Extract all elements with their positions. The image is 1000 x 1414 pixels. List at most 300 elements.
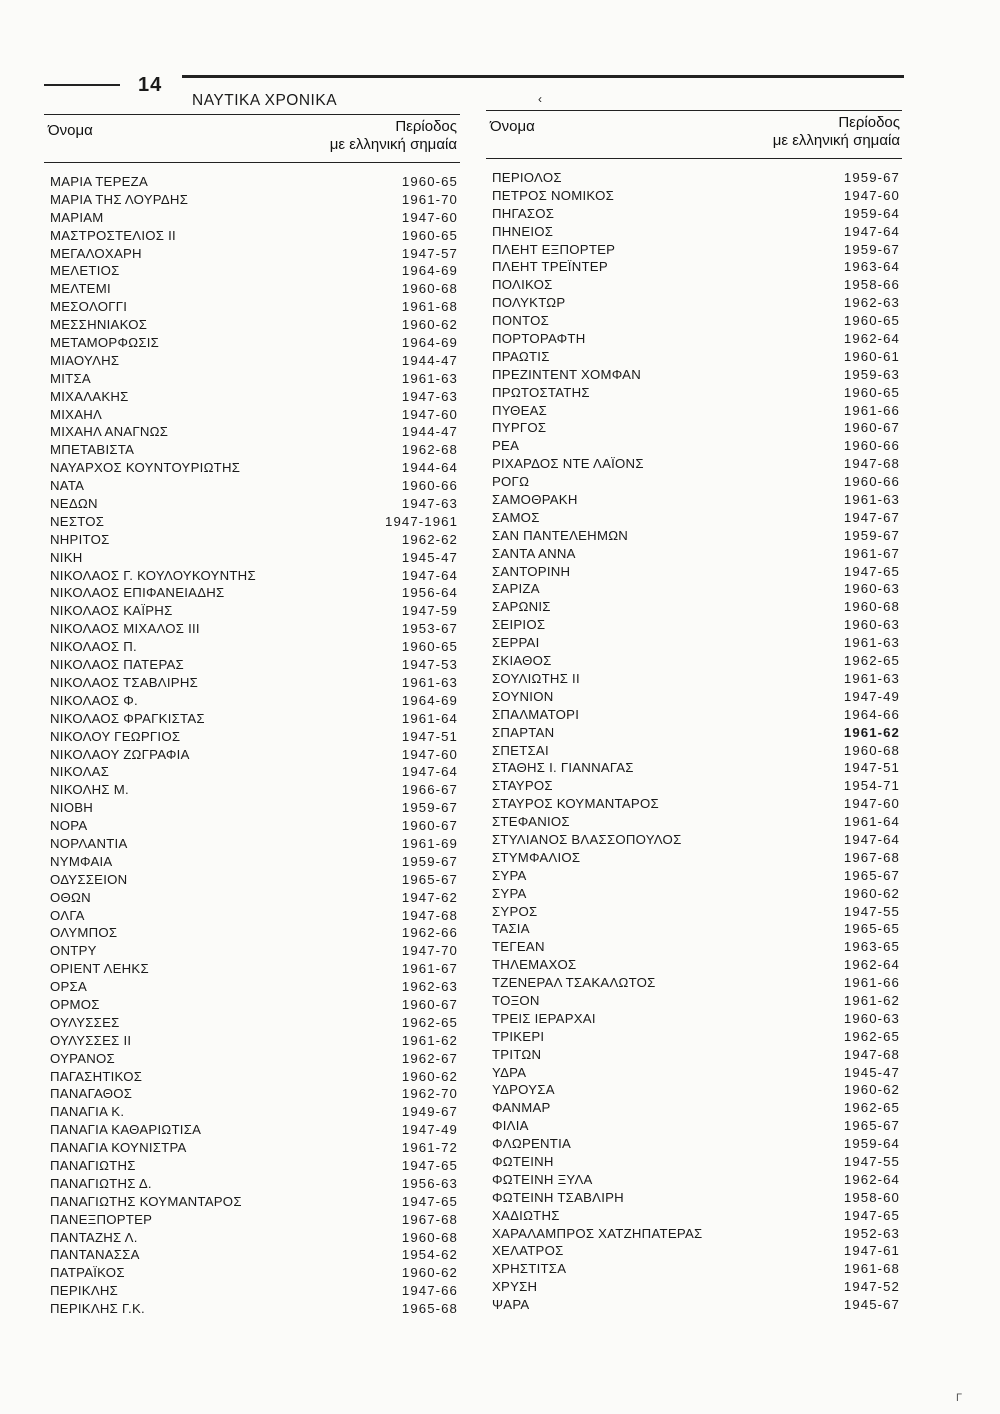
flag-period: 1959-64 — [843, 205, 900, 221]
list-item — [50, 513, 458, 531]
flag-period: 1947-68 — [843, 456, 900, 472]
vessel-name: ΜΙΧΑΗΛ — [50, 406, 103, 422]
list-item — [492, 223, 900, 241]
vessel-name: ΠΑΝΤΑΖΗΣ Λ. — [50, 1229, 138, 1245]
list-item — [492, 742, 900, 760]
flag-period: 1947-65 — [401, 1193, 458, 1209]
flag-period: 1947-60 — [401, 209, 458, 225]
flag-period: 1962-65 — [401, 1014, 458, 1030]
flag-period: 1960-68 — [843, 742, 900, 758]
flag-period: 1961-72 — [401, 1140, 458, 1156]
vessel-name: ΠΡΑΩΤΙΣ — [492, 348, 550, 364]
vessel-name: ΝΥΜΦΑΙΑ — [50, 853, 113, 869]
list-item — [492, 402, 900, 420]
list-item — [50, 1085, 458, 1103]
list-item — [50, 960, 458, 978]
list-item — [50, 370, 458, 388]
vessel-name: ΟΡΣΑ — [50, 979, 88, 995]
right-period-header-line2: με ελληνική σημαία — [772, 132, 900, 149]
flag-period: 1959-67 — [401, 800, 458, 816]
list-item — [492, 276, 900, 294]
list-item — [50, 728, 458, 746]
list-item — [50, 227, 458, 245]
vessel-name: ΜΙΑΟΥΛΗΣ — [50, 352, 120, 368]
list-item — [50, 1193, 458, 1211]
flag-period: 1959-67 — [401, 853, 458, 869]
list-item — [492, 795, 900, 813]
flag-period: 1947-67 — [843, 509, 900, 525]
flag-period: 1947-57 — [401, 245, 458, 261]
flag-period: 1947-52 — [843, 1279, 900, 1295]
flag-period: 1947-60 — [843, 796, 900, 812]
vessel-name: ΜΕΛΤΕΜΙ — [50, 281, 111, 297]
list-item — [492, 1171, 900, 1189]
list-item — [492, 1117, 900, 1135]
list-item — [492, 1081, 900, 1099]
list-item — [50, 549, 458, 567]
vessel-name: ΝΙΚΟΛΑΟΥ ΖΩΓΡΑΦΙΑ — [50, 746, 190, 762]
list-item — [492, 1099, 900, 1117]
flag-period: 1952-63 — [843, 1225, 900, 1241]
vessel-name: ΦΛΩΡΕΝΤΙΑ — [492, 1136, 572, 1152]
list-item — [492, 348, 900, 366]
list-item — [492, 473, 900, 491]
list-item — [492, 294, 900, 312]
flag-period: 1961-69 — [401, 835, 458, 851]
vessel-name: ΟΝΤΡΥ — [50, 943, 97, 959]
flag-period: 1965-67 — [843, 867, 900, 883]
flag-period: 1961-62 — [401, 1032, 458, 1048]
vessel-name: ΝΙΚΟΛΑΟΣ ΜΙΧΑΛΟΣ ΙΙΙ — [50, 621, 200, 637]
vessel-name: ΣΥΡΑ — [492, 885, 527, 901]
flag-period: 1967-68 — [401, 1211, 458, 1227]
flag-period: 1967-68 — [843, 849, 900, 865]
flag-period: 1965-65 — [843, 921, 900, 937]
list-item — [492, 1153, 900, 1171]
list-item — [50, 710, 458, 728]
vessel-name: ΜΕΤΑΜΟΡΦΩΣΙΣ — [50, 335, 160, 351]
left-period-header-line1: Περίοδος — [395, 118, 457, 135]
flag-period: 1960-65 — [843, 313, 900, 329]
vessel-name: ΠΑΓΑΣΗΤΙΚΟΣ — [50, 1068, 143, 1084]
list-item — [492, 1296, 900, 1314]
vessel-name: ΝΕΣΤΟΣ — [50, 513, 105, 529]
flag-period: 1961-68 — [843, 1261, 900, 1277]
vessel-name: ΣΕΙΡΙΟΣ — [492, 617, 546, 633]
list-item — [50, 388, 458, 406]
flag-period: 1947-61 — [843, 1243, 900, 1259]
flag-period: 1962-70 — [401, 1086, 458, 1102]
vessel-name: ΤΡΙΚΕΡΙ — [492, 1028, 545, 1044]
vessel-name: ΝΙΚΟΛΑΟΣ Φ. — [50, 692, 138, 708]
flag-period: 1964-69 — [401, 263, 458, 279]
list-item — [50, 1121, 458, 1139]
footer-mark: Γ — [956, 1392, 963, 1404]
list-item — [492, 956, 900, 974]
list-item — [50, 1157, 458, 1175]
vessel-name: ΜΑΡΙΑ ΤΕΡΕΖΑ — [50, 174, 149, 189]
flag-period: 1960-66 — [843, 438, 900, 454]
flag-period: 1960-63 — [843, 617, 900, 633]
list-item — [50, 1300, 458, 1318]
vessel-name: ΠΕΡΙΚΛΗΣ Γ.Κ. — [50, 1301, 145, 1317]
left-name-header: Όνομα — [48, 122, 93, 139]
flag-period: 1961-63 — [843, 492, 900, 508]
list-item — [50, 942, 458, 960]
vessel-name: ΣΤΥΛΙΑΝΟΣ ΒΛΑΣΣΟΠΟΥΛΟΣ — [492, 831, 682, 847]
vessel-name: ΝΙΚΟΛΑΟΣ ΚΑΪΡΗΣ — [50, 603, 173, 619]
right-list — [492, 169, 900, 1314]
flag-period: 1960-61 — [843, 348, 900, 364]
list-item — [492, 903, 900, 921]
list-item — [50, 996, 458, 1014]
flag-period: 1961-68 — [401, 299, 458, 315]
vessel-name: ΜΕΣΟΛΟΓΓΙ — [50, 299, 128, 315]
flag-period: 1966-67 — [401, 782, 458, 798]
list-item — [50, 298, 458, 316]
vessel-name: ΝΕΔΩΝ — [50, 496, 98, 512]
flag-period: 1945-47 — [843, 1064, 900, 1080]
flag-period: 1960-65 — [401, 227, 458, 243]
flag-period: 1947-65 — [843, 563, 900, 579]
vessel-name: ΠΕΤΡΟΣ ΝΟΜΙΚΟΣ — [492, 187, 614, 203]
flag-period: 1962-66 — [401, 925, 458, 941]
flag-period: 1961-70 — [401, 191, 458, 207]
list-item — [50, 692, 458, 710]
vessel-name: ΤΟΞΟΝ — [492, 992, 540, 1008]
list-item — [50, 835, 458, 853]
list-item — [492, 831, 900, 849]
vessel-name: ΝΙΚΟΛΑΟΣ ΠΑΤΕΡΑΣ — [50, 657, 184, 673]
list-item — [50, 1246, 458, 1264]
list-item — [492, 563, 900, 581]
list-item — [492, 205, 900, 223]
right-header-top-rule — [486, 110, 902, 111]
flag-period: 1947-49 — [401, 1122, 458, 1138]
vessel-name: ΣΤΑΘΗΣ Ι. ΓΙΑΝΝΑΓΑΣ — [492, 760, 634, 776]
vessel-name: ΣΟΥΛΙΩΤΗΣ ΙΙ — [492, 670, 580, 686]
vessel-name: ΣΑΡΙΖΑ — [492, 581, 540, 597]
list-item — [492, 1225, 900, 1243]
flag-period: 1964-69 — [401, 692, 458, 708]
list-item — [50, 191, 458, 209]
flag-period: 1961-62 — [843, 724, 900, 740]
list-item — [492, 241, 900, 259]
vessel-name: ΣΤΑΥΡΟΣ ΚΟΥΜΑΝΤΑΡΟΣ — [492, 796, 659, 812]
list-item — [50, 1175, 458, 1193]
flag-period: 1947-70 — [401, 943, 458, 959]
flag-period: 1961-63 — [401, 674, 458, 690]
flag-period: 1960-68 — [843, 599, 900, 615]
vessel-name: ΠΟΝΤΟΣ — [492, 313, 550, 329]
flag-period: 1962-65 — [843, 653, 900, 669]
flag-period: 1954-71 — [843, 778, 900, 794]
flag-period: 1944-64 — [401, 460, 458, 476]
vessel-name: ΧΑΡΑΛΑΜΠΡΟΣ ΧΑΤΖΗΠΑΤΕΡΑΣ — [492, 1225, 703, 1241]
flag-period: 1959-67 — [843, 170, 900, 185]
list-item — [492, 491, 900, 509]
vessel-name: ΝΙΚΟΛΑΟΣ ΕΠΙΦΑΝΕΙΑΔΗΣ — [50, 585, 225, 601]
list-item — [50, 477, 458, 495]
flag-period: 1958-60 — [843, 1189, 900, 1205]
list-item — [492, 598, 900, 616]
flag-period: 1962-62 — [401, 531, 458, 547]
vessel-name: ΧΕΛΑΤΡΟΣ — [492, 1243, 564, 1259]
flag-period: 1959-67 — [843, 527, 900, 543]
vessel-name: ΝΙΟΒΗ — [50, 800, 94, 816]
vessel-name: ΤΗΛΕΜΑΧΟΣ — [492, 957, 577, 973]
flag-period: 1961-63 — [843, 670, 900, 686]
list-item — [492, 1135, 900, 1153]
flag-period: 1945-47 — [401, 549, 458, 565]
flag-period: 1962-64 — [843, 957, 900, 973]
flag-period: 1949-67 — [401, 1104, 458, 1120]
list-item — [492, 992, 900, 1010]
flag-period: 1961-66 — [843, 402, 900, 418]
vessel-name: ΣΠΑΡΤΑΝ — [492, 724, 555, 740]
flag-period: 1964-66 — [843, 706, 900, 722]
list-item — [492, 670, 900, 688]
list-item — [50, 441, 458, 459]
list-item — [492, 312, 900, 330]
flag-period: 1960-66 — [401, 478, 458, 494]
vessel-name: ΝΙΚΟΛΟΥ ΓΕΩΡΓΙΟΣ — [50, 728, 181, 744]
flag-period: 1962-65 — [843, 1028, 900, 1044]
list-item — [492, 1010, 900, 1028]
vessel-name: ΜΕΣΣΗΝΙΑΚΟΣ — [50, 317, 148, 333]
flag-period: 1965-68 — [401, 1301, 458, 1317]
flag-period: 1958-66 — [843, 277, 900, 293]
flag-period: 1960-63 — [843, 1010, 900, 1026]
vessel-name: ΥΔΡΟΥΣΑ — [492, 1082, 555, 1098]
list-item — [492, 1064, 900, 1082]
flag-period: 1964-69 — [401, 335, 458, 351]
list-item — [492, 867, 900, 885]
flag-period: 1947-64 — [843, 831, 900, 847]
vessel-name: ΦΩΤΕΙΝΗ ΤΣΑΒΛΙΡΗ — [492, 1189, 624, 1205]
flag-period: 1961-63 — [401, 370, 458, 386]
vessel-name: ΣΕΡΡΑΙ — [492, 635, 540, 651]
vessel-name: ΠΡΩΤΟΣΤΑΤΗΣ — [492, 384, 590, 400]
flag-period: 1962-65 — [843, 1100, 900, 1116]
flag-period: 1965-67 — [401, 871, 458, 887]
flag-period: 1947-68 — [401, 907, 458, 923]
flag-period: 1947-68 — [843, 1046, 900, 1062]
flag-period: 1960-63 — [843, 581, 900, 597]
list-item — [50, 978, 458, 996]
vessel-name: ΠΑΝΑΓΙΩΤΗΣ ΚΟΥΜΑΝΤΑΡΟΣ — [50, 1193, 242, 1209]
flag-period: 1947-66 — [401, 1283, 458, 1299]
vessel-name: ΣΑΝΤΑ ΑΝΝΑ — [492, 545, 576, 561]
list-item — [492, 545, 900, 563]
flag-period: 1962-63 — [843, 295, 900, 311]
list-item — [50, 1264, 458, 1282]
list-item — [492, 885, 900, 903]
vessel-name: ΣΑΝΤΟΡΙΝΗ — [492, 563, 571, 579]
vessel-name: ΡΟΓΩ — [492, 474, 530, 490]
header-rule-left — [44, 84, 120, 86]
flag-period: 1960-62 — [401, 317, 458, 333]
vessel-name: ΠΑΝΑΓΙΑ ΚΑΘΑΡΙΩΤΙΣΑ — [50, 1122, 202, 1138]
list-item — [50, 1139, 458, 1157]
list-item — [50, 638, 458, 656]
vessel-name: ΠΑΝΑΓΙΑ Κ. — [50, 1104, 125, 1120]
list-item — [492, 580, 900, 598]
flag-period: 1960-62 — [843, 1082, 900, 1098]
flag-period: 1960-67 — [401, 818, 458, 834]
vessel-name: ΠΑΝΑΓΙΑ ΚΟΥΝΙΣΤΡΑ — [50, 1140, 187, 1156]
list-item — [492, 437, 900, 455]
header-rule-right — [182, 75, 904, 78]
list-item — [50, 406, 458, 424]
list-item — [50, 1229, 458, 1247]
vessel-name: ΜΕΛΕΤΙΟΣ — [50, 263, 120, 279]
flag-period: 1947-63 — [401, 388, 458, 404]
left-period-header — [330, 118, 457, 154]
list-item — [50, 1014, 458, 1032]
flag-period: 1965-67 — [843, 1118, 900, 1134]
vessel-name: ΝΙΚΟΛΑΟΣ ΦΡΑΓΚΙΣΤΑΣ — [50, 710, 205, 726]
vessel-name: ΣΟΥΝΙΟΝ — [492, 688, 554, 704]
list-item — [50, 1103, 458, 1121]
list-item — [50, 763, 458, 781]
vessel-name: ΜΙΤΣΑ — [50, 370, 91, 386]
vessel-name: ΦΩΤΕΙΝΗ — [492, 1153, 554, 1169]
list-item — [50, 674, 458, 692]
vessel-name: ΠΕΡΙΚΛΗΣ — [50, 1283, 119, 1299]
vessel-name: ΠΛΕΗΤ ΤΡΕΪΝΤΕΡ — [492, 259, 608, 275]
list-item — [492, 938, 900, 956]
flag-period: 1960-65 — [401, 639, 458, 655]
list-item — [492, 330, 900, 348]
vessel-name: ΡΕΑ — [492, 438, 520, 454]
list-item — [492, 1278, 900, 1296]
vessel-name: ΦΙΛΙΑ — [492, 1118, 529, 1134]
flag-period: 1960-62 — [401, 1265, 458, 1281]
vessel-name: ΠΥΘΕΑΣ — [492, 402, 548, 418]
flag-period: 1947-64 — [401, 567, 458, 583]
list-item — [492, 688, 900, 706]
list-item — [50, 746, 458, 764]
vessel-name: ΣΥΡΟΣ — [492, 903, 538, 919]
vessel-name: ΠΑΝΕΞΠΟΡΤΕΡ — [50, 1211, 153, 1227]
vessel-name: ΜΠΕΤΑΒΙΣΤΑ — [50, 442, 135, 458]
list-item — [492, 455, 900, 473]
list-item — [492, 616, 900, 634]
list-item — [50, 173, 458, 191]
vessel-name: ΣΥΡΑ — [492, 867, 527, 883]
vessel-name: ΜΑΣΤΡΟΣΤΕΛΙΟΣ ΙΙ — [50, 227, 176, 243]
flag-period: 1962-68 — [401, 442, 458, 458]
left-header-top-rule — [44, 114, 460, 115]
list-item — [492, 187, 900, 205]
vessel-name: ΠΛΕΗΤ ΕΞΠΟΡΤΕΡ — [492, 241, 616, 257]
vessel-name: ΨΑΡΑ — [492, 1297, 530, 1313]
flag-period: 1960-62 — [401, 1068, 458, 1084]
list-item — [50, 620, 458, 638]
flag-period: 1947-53 — [401, 657, 458, 673]
vessel-name: ΣΤΕΦΑΝΙΟΣ — [492, 814, 570, 830]
vessel-name: ΠΟΛΥΚΤΩΡ — [492, 295, 566, 311]
list-item — [492, 920, 900, 938]
vessel-name: ΤΡΙΤΩΝ — [492, 1046, 542, 1062]
flag-period: 1960-65 — [843, 384, 900, 400]
vessel-name: ΥΔΡΑ — [492, 1064, 527, 1080]
flag-period: 1961-66 — [843, 975, 900, 991]
right-period-header-line1: Περίοδος — [838, 114, 900, 131]
list-item — [492, 652, 900, 670]
flag-period: 1961-63 — [843, 635, 900, 651]
flag-period: 1947-51 — [843, 760, 900, 776]
vessel-name: ΣΠΕΤΣΑΙ — [492, 742, 549, 758]
vessel-name: ΣΠΑΛΜΑΤΟΡΙ — [492, 706, 580, 722]
flag-period: 1947-65 — [843, 1207, 900, 1223]
flag-period: 1960-66 — [843, 474, 900, 490]
vessel-name: ΟΥΛΥΣΣΕΣ ΙΙ — [50, 1032, 132, 1048]
list-item — [50, 907, 458, 925]
list-item — [50, 1211, 458, 1229]
vessel-name: ΧΡΥΣΗ — [492, 1279, 538, 1295]
vessel-name: ΝΟΡΑ — [50, 818, 88, 834]
list-item — [492, 509, 900, 527]
list-item — [492, 258, 900, 276]
list-item — [50, 334, 458, 352]
list-item — [492, 1189, 900, 1207]
list-item — [50, 799, 458, 817]
right-period-header — [773, 114, 900, 150]
flag-period: 1961-62 — [843, 992, 900, 1008]
list-item — [492, 384, 900, 402]
vessel-name: ΟΛΓΑ — [50, 907, 85, 923]
flag-period: 1962-67 — [401, 1050, 458, 1066]
vessel-name: ΧΑΔΙΩΤΗΣ — [492, 1207, 560, 1223]
flag-period: 1963-64 — [843, 259, 900, 275]
vessel-name: ΣΤΥΜΦΑΛΙΟΣ — [492, 849, 581, 865]
list-item — [50, 567, 458, 585]
flag-period: 1960-62 — [843, 885, 900, 901]
list-item — [50, 656, 458, 674]
flag-period: 1961-67 — [401, 961, 458, 977]
vessel-name: ΝΙΚΟΛΑΟΣ ΤΣΑΒΛΙΡΗΣ — [50, 674, 199, 690]
list-item — [50, 423, 458, 441]
flag-period: 1947-60 — [401, 406, 458, 422]
list-item — [492, 527, 900, 545]
flag-period: 1962-64 — [843, 331, 900, 347]
flag-period: 1959-63 — [843, 366, 900, 382]
vessel-name: ΝΙΚΗ — [50, 549, 83, 565]
vessel-name: ΣΑΡΩΝΙΣ — [492, 599, 551, 615]
flag-period: 1947-65 — [401, 1157, 458, 1173]
flag-period: 1947-55 — [843, 1153, 900, 1169]
vessel-name: ΝΙΚΟΛΑΣ — [50, 764, 110, 780]
flag-period: 1961-64 — [843, 814, 900, 830]
list-item — [50, 1032, 458, 1050]
vessel-name: ΟΡΜΟΣ — [50, 996, 100, 1012]
vessel-name: ΠΕΡΙΟΛΟΣ — [492, 170, 562, 185]
list-item — [50, 1050, 458, 1068]
vessel-name: ΠΗΓΑΣΟΣ — [492, 205, 555, 221]
flag-period: 1947-64 — [843, 223, 900, 239]
flag-period: 1947-55 — [843, 903, 900, 919]
vessel-name: ΣΤΑΥΡΟΣ — [492, 778, 553, 794]
right-name-header: Όνομα — [490, 118, 535, 135]
list-item — [50, 531, 458, 549]
list-item — [50, 280, 458, 298]
vessel-name: ΠΥΡΓΟΣ — [492, 420, 547, 436]
vessel-name: ΜΙΧΑΛΑΚΗΣ — [50, 388, 129, 404]
flag-period: 1956-63 — [401, 1175, 458, 1191]
list-item — [492, 974, 900, 992]
